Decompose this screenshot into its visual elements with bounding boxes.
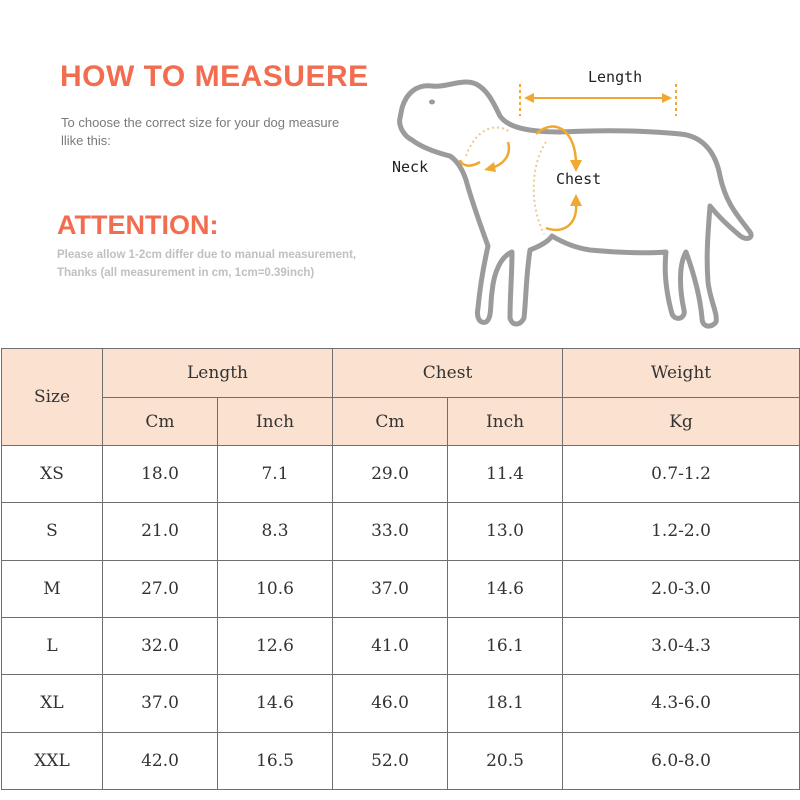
size-cell: XL <box>2 675 103 732</box>
length-arrow-head-left <box>524 93 534 103</box>
attention-heading: ATTENTION: <box>57 210 219 240</box>
chest-cm-cell: 52.0 <box>333 732 448 789</box>
length-label: Length <box>588 68 643 86</box>
chest-group-header: Chest <box>333 349 563 398</box>
chest-cm-cell: 41.0 <box>333 617 448 674</box>
dog-eye <box>429 100 435 105</box>
weight-kg-header: Kg <box>563 398 800 446</box>
weight-cell: 2.0-3.0 <box>563 560 800 617</box>
chest-cm-header: Cm <box>333 398 448 446</box>
chest-inch-cell: 18.1 <box>448 675 563 732</box>
size-column-header: Size <box>2 349 103 446</box>
neck-label: Neck <box>392 158 429 176</box>
length-inch-header: Inch <box>218 398 333 446</box>
length-cm-cell: 42.0 <box>103 732 218 789</box>
size-cell: XXL <box>2 732 103 789</box>
size-cell: M <box>2 560 103 617</box>
size-chart-table <box>1 348 800 790</box>
length-arrow-head-right <box>662 93 672 103</box>
length-inch-cell: 8.3 <box>218 503 333 560</box>
attention-note-line-1: Please allow 1-2cm differ due to manual measurement, <box>57 249 357 261</box>
table-row <box>2 675 800 732</box>
chest-inch-cell: 20.5 <box>448 732 563 789</box>
length-cm-cell: 18.0 <box>103 446 218 503</box>
table-row <box>2 560 800 617</box>
weight-cell: 4.3-6.0 <box>563 675 800 732</box>
length-cm-cell: 21.0 <box>103 503 218 560</box>
measure-instructions: To choose the correct size for your dog measure llike this: <box>61 115 340 148</box>
table-row <box>2 503 800 560</box>
chest-cm-cell: 33.0 <box>333 503 448 560</box>
length-inch-cell: 16.5 <box>218 732 333 789</box>
dog-measurement-diagram <box>380 56 770 346</box>
size-cell: L <box>2 617 103 674</box>
chest-cm-cell: 29.0 <box>333 446 448 503</box>
size-cell: XS <box>2 446 103 503</box>
chest-inch-cell: 14.6 <box>448 560 563 617</box>
chest-label: Chest <box>556 170 602 188</box>
attention-note-line-2: Thanks (all measurement in cm, 1cm=0.39inch) <box>57 267 315 279</box>
chest-inch-cell: 13.0 <box>448 503 563 560</box>
weight-group-header: Weight <box>563 349 800 398</box>
length-cm-cell: 27.0 <box>103 560 218 617</box>
weight-cell: 0.7-1.2 <box>563 446 800 503</box>
chest-cm-cell: 46.0 <box>333 675 448 732</box>
length-cm-cell: 37.0 <box>103 675 218 732</box>
length-cm-header: Cm <box>103 398 218 446</box>
length-cm-cell: 32.0 <box>103 617 218 674</box>
page-title: HOW TO MEASUERE <box>60 60 369 93</box>
chest-inch-cell: 16.1 <box>448 617 563 674</box>
table-row <box>2 446 800 503</box>
attention-note <box>57 246 417 282</box>
length-group-header: Length <box>103 349 333 398</box>
length-inch-cell: 12.6 <box>218 617 333 674</box>
chest-inch-header: Inch <box>448 398 563 446</box>
table-row <box>2 732 800 789</box>
length-inch-cell: 14.6 <box>218 675 333 732</box>
weight-cell: 6.0-8.0 <box>563 732 800 789</box>
length-inch-cell: 10.6 <box>218 560 333 617</box>
weight-cell: 1.2-2.0 <box>563 503 800 560</box>
chest-inch-cell: 11.4 <box>448 446 563 503</box>
size-cell: S <box>2 503 103 560</box>
table-row <box>2 617 800 674</box>
weight-cell: 3.0-4.3 <box>563 617 800 674</box>
length-inch-cell: 7.1 <box>218 446 333 503</box>
chest-cm-cell: 37.0 <box>333 560 448 617</box>
